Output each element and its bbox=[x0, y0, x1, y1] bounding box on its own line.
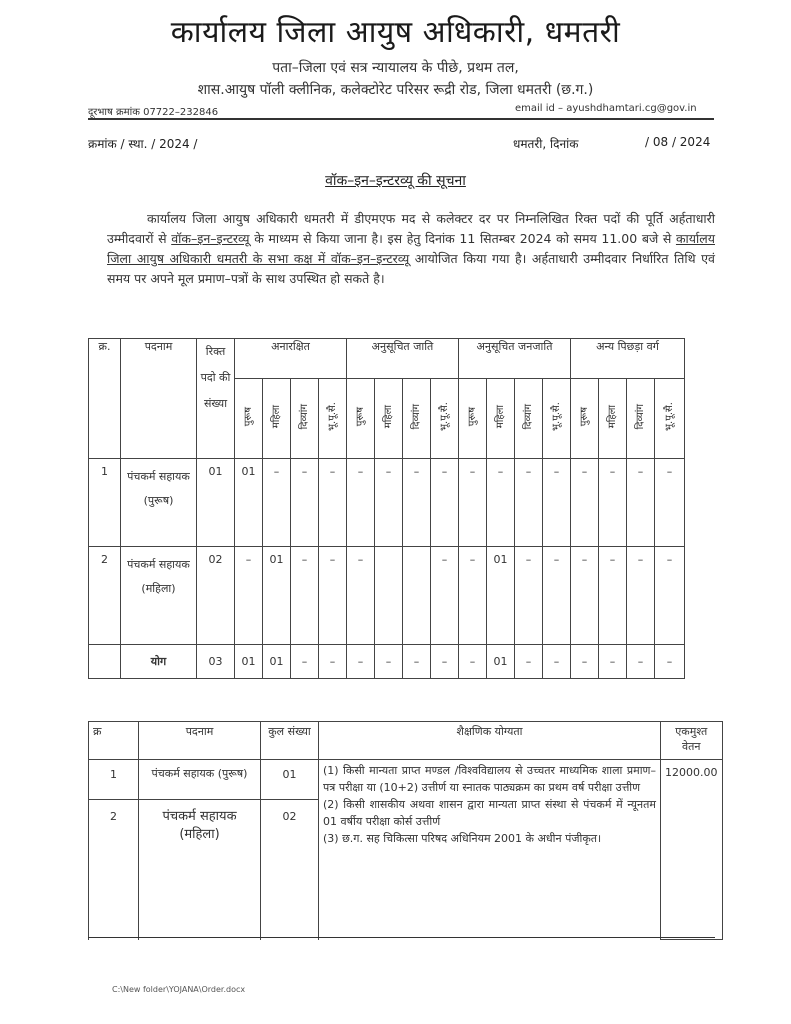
subcol-female bbox=[263, 379, 291, 459]
cell: – bbox=[515, 459, 543, 547]
cell: – bbox=[319, 547, 347, 645]
body-underline-1: वॉक–इन–इन्टरव्यू bbox=[171, 231, 250, 246]
cell: – bbox=[319, 645, 347, 679]
total-label: योग bbox=[121, 645, 197, 679]
row-count: 02 bbox=[261, 800, 319, 940]
cell: – bbox=[403, 459, 431, 547]
subcol-disabled bbox=[515, 379, 543, 459]
place-date-label: धमतरी, दिनांक bbox=[513, 137, 579, 151]
subcol-female bbox=[487, 379, 515, 459]
total-count: 03 bbox=[197, 645, 235, 679]
cell: – bbox=[459, 459, 487, 547]
office-title: कार्यालय जिला आयुष अधिकारी, धमतरी bbox=[170, 15, 621, 50]
cell: – bbox=[319, 459, 347, 547]
cell: – bbox=[571, 547, 599, 645]
cell: – bbox=[571, 459, 599, 547]
row-sno: 2 bbox=[89, 547, 121, 645]
row-count: 01 bbox=[197, 459, 235, 547]
qualification-item: (1) किसी मान्यता प्राप्त मण्डल /विश्वविद्यालय से उच्चतर माध्यमिक शाला प्रमाण–पत्र परीक्षा या (10+2) उत्तीर्ण या स्नातक पाठ्यक्रम का प्रथम वर्ष परीक्षा उत्तीण bbox=[323, 764, 656, 794]
header-post: पदनाम bbox=[121, 339, 197, 459]
subcol-male bbox=[347, 379, 375, 459]
subcol-exservice bbox=[319, 379, 347, 459]
header-divider bbox=[88, 118, 714, 120]
cell: – bbox=[627, 459, 655, 547]
row-sno: 1 bbox=[89, 760, 139, 800]
header-total: कुल संख्या bbox=[261, 722, 319, 760]
subcol-label: दिव्यांग bbox=[522, 404, 534, 430]
table-row bbox=[89, 760, 723, 800]
subcol-male bbox=[235, 379, 263, 459]
subcol-label: पुरूष bbox=[578, 407, 590, 427]
cell: – bbox=[655, 547, 685, 645]
cell: – bbox=[627, 645, 655, 679]
address-line-1: पता–जिला एवं सत्र न्यायालय के पीछे, प्रथम तल, bbox=[272, 60, 519, 76]
date-value: / 08 / 2024 bbox=[645, 135, 711, 149]
subcol-male bbox=[459, 379, 487, 459]
total-row bbox=[89, 645, 685, 679]
cell: – bbox=[459, 547, 487, 645]
total-sno bbox=[89, 645, 121, 679]
cell: 01 bbox=[235, 645, 263, 679]
cell: – bbox=[403, 645, 431, 679]
cell: – bbox=[599, 645, 627, 679]
cell bbox=[403, 547, 431, 645]
salary-cell: 12000.00 bbox=[661, 760, 723, 940]
cell: – bbox=[347, 459, 375, 547]
row-post: पंचकर्म सहायक (पुरूष) bbox=[139, 760, 261, 800]
header-qualification: शैक्षणिक योग्यता bbox=[319, 722, 661, 760]
subcol-label: महिला bbox=[494, 405, 506, 429]
body-part-2: के माध्यम से किया जाना है। इस हेतु दिनांक 11 सितम्बर 2024 को समय 11.00 बजे से bbox=[249, 231, 676, 246]
row-post: पंचकर्म सहायक (महिला) bbox=[139, 800, 261, 940]
row-sno: 1 bbox=[89, 459, 121, 547]
group-obc: अन्य पिछड़ा वर्ग bbox=[571, 339, 685, 379]
subcol-disabled bbox=[403, 379, 431, 459]
subcol-label: भू.पू.सै. bbox=[550, 402, 562, 432]
cell: – bbox=[375, 645, 403, 679]
qualification-cell bbox=[319, 760, 661, 940]
cell: – bbox=[655, 459, 685, 547]
header-vacancy: रिक्त पदो की संख्या bbox=[197, 339, 235, 459]
cell: – bbox=[487, 459, 515, 547]
subcol-label: महिला bbox=[382, 405, 394, 429]
subcol-label: दिव्यांग bbox=[634, 404, 646, 430]
cell: – bbox=[347, 547, 375, 645]
cell: 01 bbox=[487, 645, 515, 679]
subcol-label: भू.पू.सै. bbox=[438, 402, 450, 432]
header-sno: क्र. bbox=[89, 339, 121, 459]
cell: – bbox=[515, 645, 543, 679]
table-row bbox=[89, 547, 685, 645]
subcol-label: दिव्यांग bbox=[298, 404, 310, 430]
qualification-item: (2) किसी शासकीय अथवा शासन द्वारा मान्यता प्राप्त संस्था से पंचकर्म में न्यूनतम 01 वर्षीय परीक्षा कोर्स उत्तीर्ण bbox=[323, 798, 656, 828]
subcol-label: भू.पू.सै. bbox=[663, 402, 675, 432]
subcol-disabled bbox=[627, 379, 655, 459]
cell: – bbox=[599, 547, 627, 645]
subcol-exservice bbox=[655, 379, 685, 459]
row-post: पंचकर्म सहायक (महिला) bbox=[121, 547, 197, 645]
subcol-label: महिला bbox=[270, 405, 282, 429]
subcol-label: महिला bbox=[606, 405, 618, 429]
cell: – bbox=[627, 547, 655, 645]
cell: – bbox=[599, 459, 627, 547]
cell: – bbox=[375, 459, 403, 547]
cell: – bbox=[291, 459, 319, 547]
qualification-table bbox=[88, 721, 723, 940]
cell: – bbox=[235, 547, 263, 645]
row-count: 01 bbox=[261, 760, 319, 800]
row-post: पंचकर्म सहायक (पुरूष) bbox=[121, 459, 197, 547]
reference-number: क्रमांक / स्था. / 2024 / bbox=[88, 137, 198, 151]
cell: – bbox=[655, 645, 685, 679]
body-part-3: आयोजित किया गया है। अर्हताधारी उम्मीदवार निर्धारित तिथि एवं समय पर अपने मूल प्रमाण–पत्रों के साथ उपस्थित हो सकते है। bbox=[107, 251, 715, 286]
subcol-label: पुरूष bbox=[466, 407, 478, 427]
subcol-label: भू.पू.सै. bbox=[326, 402, 338, 432]
cell: – bbox=[347, 645, 375, 679]
vacancy-table bbox=[88, 338, 685, 679]
body-part-1: कार्यालय जिला आयुष अधिकारी धमतरी में डीएमएफ मद से कलेक्टर दर पर निम्नलिखित रिक्त पदों की पूर्ति अर्हताधारी उम्मीदवारों से bbox=[107, 211, 715, 246]
notice-body bbox=[107, 209, 715, 289]
subcol-disabled bbox=[291, 379, 319, 459]
cell: 01 bbox=[263, 547, 291, 645]
phone-number: दूरभाष क्रमांक 07722–232846 bbox=[88, 107, 219, 118]
cell bbox=[375, 547, 403, 645]
cell: – bbox=[571, 645, 599, 679]
cell: – bbox=[263, 459, 291, 547]
cell: – bbox=[543, 547, 571, 645]
cell: 01 bbox=[487, 547, 515, 645]
notice-subject: वॉक–इन–इन्टरव्यू की सूचना bbox=[325, 173, 466, 189]
header-post: पदनाम bbox=[139, 722, 261, 760]
header-salary: एकमुश्त वेतन bbox=[661, 722, 723, 760]
subcol-female bbox=[375, 379, 403, 459]
row-count: 02 bbox=[197, 547, 235, 645]
body-underline-2: कार्यालय जिला आयुष अधिकारी धमतरी के सभा कक्ष में वॉक–इन–इन्टरव्यू bbox=[107, 231, 715, 266]
subcol-male bbox=[571, 379, 599, 459]
table-bottom-border bbox=[88, 937, 715, 938]
cell: – bbox=[431, 459, 459, 547]
subcol-label: पुरूष bbox=[354, 407, 366, 427]
cell: – bbox=[543, 645, 571, 679]
email-id: email id – ayushdhamtari.cg@gov.in bbox=[515, 103, 697, 114]
cell: – bbox=[431, 547, 459, 645]
subcol-female bbox=[599, 379, 627, 459]
subcol-exservice bbox=[543, 379, 571, 459]
address-line-2: शास.आयुष पॉली क्लीनिक, कलेक्टोरेट परिसर रूद्री रोड, जिला धमतरी (छ.ग.) bbox=[197, 82, 594, 98]
group-sc: अनुसूचित जाति bbox=[347, 339, 459, 379]
cell: – bbox=[459, 645, 487, 679]
cell: – bbox=[291, 547, 319, 645]
cell: – bbox=[515, 547, 543, 645]
file-path: C:\New folder\YOJANA\Order.docx bbox=[112, 985, 246, 994]
table-row bbox=[89, 459, 685, 547]
cell: – bbox=[291, 645, 319, 679]
group-st: अनुसूचित जनजाति bbox=[459, 339, 571, 379]
cell: 01 bbox=[235, 459, 263, 547]
row-sno: 2 bbox=[89, 800, 139, 940]
cell: – bbox=[543, 459, 571, 547]
qualification-item: (3) छ.ग. सह चिकित्सा परिषद अधिनियम 2001 के अधीन पंजीकृत। bbox=[323, 832, 602, 845]
header-sno: क्र bbox=[89, 722, 139, 760]
cell: – bbox=[431, 645, 459, 679]
group-unreserved: अनारक्षित bbox=[235, 339, 347, 379]
subcol-label: दिव्यांग bbox=[410, 404, 422, 430]
cell: 01 bbox=[263, 645, 291, 679]
subcol-label: पुरूष bbox=[242, 407, 254, 427]
subcol-exservice bbox=[431, 379, 459, 459]
